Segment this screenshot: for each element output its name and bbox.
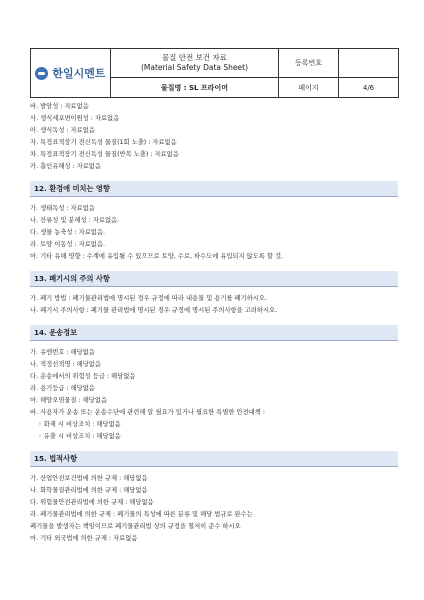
company-name: 한일시멘트 [52, 67, 106, 80]
list-item: 나. 적정선적명 : 해당없음 [30, 361, 101, 368]
title-cell [111, 49, 279, 78]
list-item: 마. 기타 유해 영향 : 수계에 유입될 수 있으므로 토양, 수로, 하수도에 유입되지 않도록 할 것. [30, 253, 284, 260]
section-heading-transport: 14. 운송정보 [30, 325, 398, 341]
list-item: 바. 발암성 : 자료없음 [30, 103, 89, 110]
list-item: 다. 운송에서의 위험성 등급 : 해당없음 [30, 373, 136, 380]
list-item: 나. 잔류성 및 분해성 : 자료없음. [30, 217, 120, 224]
document-header [30, 48, 399, 98]
list-item: 나. 화학물질관리법에 의한 규제 : 해당없음 [30, 487, 148, 494]
list-item: 가. 폐기 방법 : 폐기물관리법에 명시된 경우 규정에 따라 내용물 및 용기를 폐기하시오. [30, 295, 267, 302]
list-item: 라. 토양 이동성 : 자료없음. [30, 241, 105, 248]
list-item: 가. 산업안전보건법에 의한 규제 : 해당없음 [30, 475, 148, 482]
list-item: ◦ 유출 시 비상조치 : 해당없음 [38, 433, 121, 440]
section-heading-environment: 12. 환경에 미치는 영향 [30, 181, 398, 197]
list-item: 아. 생식독성 : 자료없음 [30, 127, 95, 134]
regulatory-list [30, 473, 398, 545]
company-logo [31, 50, 110, 96]
list-item: 가. 생태독성 : 자료없음 [30, 205, 95, 212]
list-item: 마. 해양오염물질 : 해당없음 [30, 397, 108, 404]
transport-list [30, 347, 398, 443]
list-item: 라. 용기등급 : 해당없음 [30, 385, 95, 392]
list-item: 차. 특정표적장기 전신독성 물질(반복 노출) : 자료없음 [30, 151, 179, 158]
page-label: 페이지 [279, 78, 339, 98]
toxicity-continued-list [30, 101, 398, 173]
disposal-list [30, 293, 398, 317]
list-item: 바. 사용자가 운송 또는 운송수단에 관련해 알 필요가 있거나 필요한 특별한 안전대책 : [30, 409, 265, 416]
company-logo-icon [35, 67, 48, 80]
list-item: 가. 유엔번호 : 해당없음 [30, 349, 95, 356]
list-item: 카. 흡인유해성 : 자료없음 [30, 163, 101, 170]
company-logo-cell [31, 49, 111, 98]
msds-page [30, 48, 398, 545]
doc-number-label: 등록번호 [279, 49, 339, 78]
product-name: 물질명 : SL 프라이머 [111, 78, 279, 98]
list-item: 다. 위험물안전관리법에 의한 규제 : 해당없음 [30, 499, 154, 506]
list-item: 다. 생물 농축성 : 자료없음. [30, 229, 105, 236]
section-heading-disposal: 13. 폐기시의 주의 사항 [30, 271, 398, 287]
list-item: 마. 기타 외국법에 의한 규제 : 자료없음 [30, 535, 138, 542]
list-item: ◦ 화재 시 비상조치 : 해당없음 [38, 421, 121, 428]
list-item: 라. 폐기물관리법에 의한 규제 : 폐기물의 특성에 따른 분류 및 해당 법규로 완수는 [30, 511, 253, 518]
page-number: 4/6 [339, 78, 399, 98]
list-item: 폐기물을 발생자는 책임이므로 폐기물관리법 상의 규정을 철저히 준수 하시오 [30, 523, 241, 530]
doc-number-value [339, 49, 399, 78]
section-heading-regulatory: 15. 법적사항 [30, 451, 398, 467]
title-english: (Material Safety Data Sheet) [140, 63, 249, 72]
list-item: 사. 생식세포변이원성 : 자료없음 [30, 115, 120, 122]
environment-list [30, 203, 398, 263]
list-item: 나. 폐기시 주의사항 : 폐기물 관리법에 명시된 경우 규정에 명시된 주의사항을 고려하시오. [30, 307, 278, 314]
list-item: 자. 특정표적장기 전신독성 물질(1회 노출) : 자료없음 [30, 139, 177, 146]
title-korean: 물질 안전 보건 자료 [161, 53, 228, 62]
